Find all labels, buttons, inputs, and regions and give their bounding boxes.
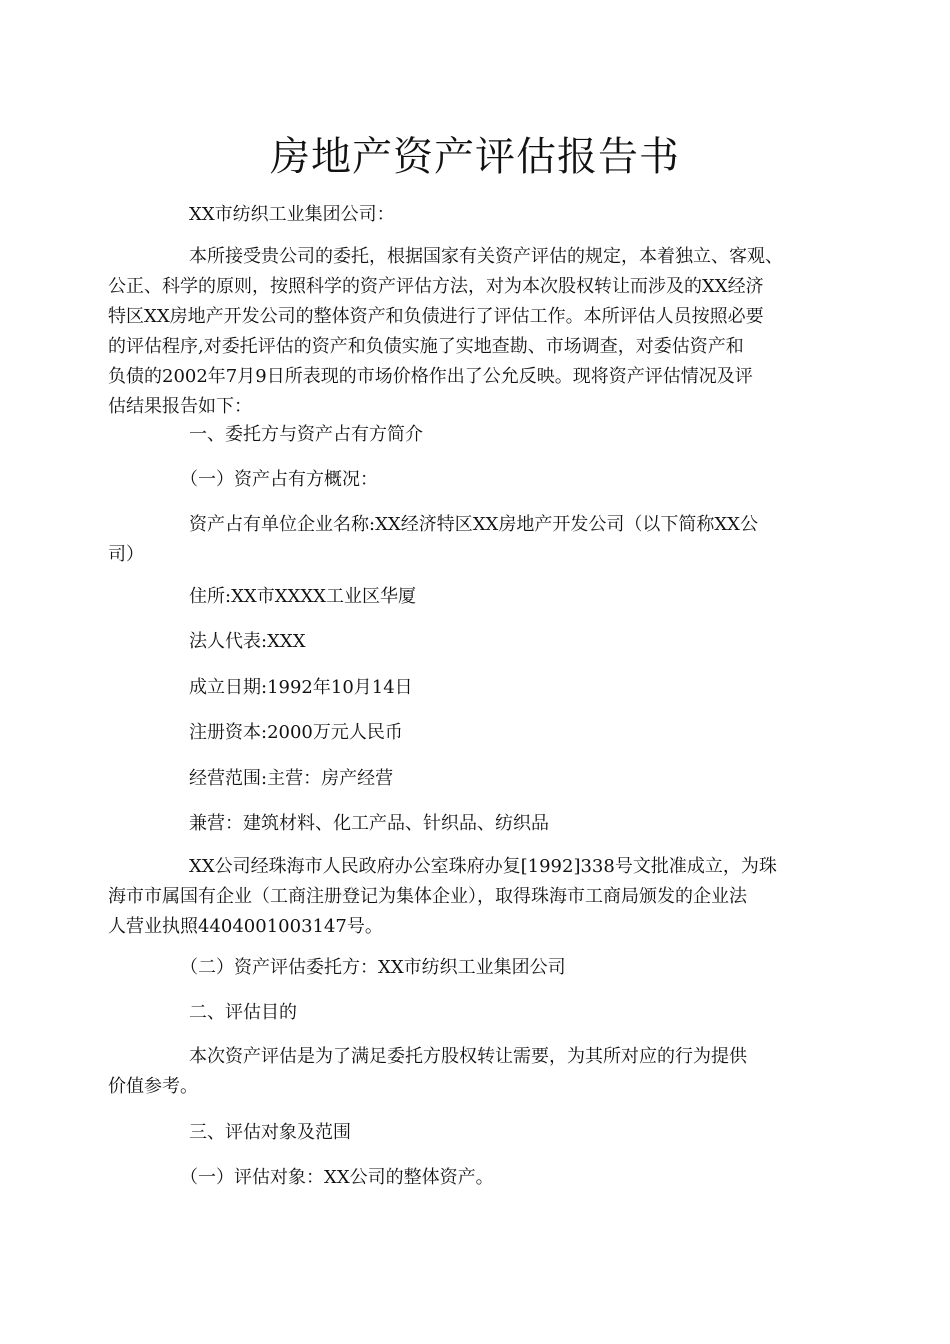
scope-main-text: 经营范围:主营：房产经营 bbox=[189, 768, 394, 789]
approval-line: 人营业执照4404001003147号。 bbox=[108, 916, 383, 937]
company-name-paragraph bbox=[108, 510, 832, 570]
legal-rep-line bbox=[108, 627, 832, 657]
intro-paragraph bbox=[108, 242, 832, 422]
intro-line: 特区XX房地产开发公司的整体资产和负债进行了评估工作。本所评估人员按照必要 bbox=[108, 306, 764, 327]
approval-paragraph bbox=[108, 852, 832, 942]
capital-line bbox=[108, 718, 832, 748]
salutation-text: XX市纺织工业集团公司： bbox=[189, 204, 395, 225]
salutation bbox=[108, 200, 832, 230]
subsection-2-heading-text: （二）资产评估委托方：XX市纺织工业集团公司 bbox=[180, 957, 566, 978]
subsection-3-heading bbox=[108, 1163, 832, 1193]
scope-side-text: 兼营：建筑材料、化工产品、针织品、纺织品 bbox=[189, 813, 549, 834]
section-2-heading-text: 二、评估目的 bbox=[189, 1002, 297, 1023]
purpose-line: 价值参考。 bbox=[108, 1076, 198, 1097]
established-line bbox=[108, 673, 832, 703]
section-1-heading bbox=[108, 420, 832, 450]
subsection-1-heading bbox=[108, 465, 832, 495]
subsection-3-heading-text: （一）评估对象：XX公司的整体资产。 bbox=[180, 1167, 494, 1188]
address-line bbox=[108, 582, 832, 612]
subsection-1-heading-text: （一）资产占有方概况： bbox=[180, 469, 378, 490]
intro-line: 负债的2002年7月9日所表现的市场价格作出了公允反映。现将资产评估情况及评 bbox=[108, 366, 753, 387]
purpose-line: 本次资产评估是为了满足委托方股权转让需要，为其所对应的行为提供 bbox=[189, 1046, 747, 1067]
document-title: 房地产资产评估报告书 bbox=[270, 133, 680, 180]
scope-side-line bbox=[108, 809, 832, 839]
approval-line: 海市市属国有企业（工商注册登记为集体企业），取得珠海市工商局颁发的企业法 bbox=[108, 886, 747, 907]
intro-line: 本所接受贵公司的委托，根据国家有关资产评估的规定，本着独立、客观、 bbox=[189, 246, 783, 267]
approval-line: XX公司经珠海市人民政府办公室珠府办复[1992]338号文批准成立，为珠 bbox=[189, 856, 777, 877]
section-3-heading-text: 三、评估对象及范围 bbox=[189, 1122, 351, 1143]
legal-rep-text: 法人代表:XXX bbox=[189, 631, 306, 652]
company-name-line: 资产占有单位企业名称:XX经济特区XX房地产开发公司（以下简称XX公 bbox=[189, 514, 758, 535]
intro-line: 估结果报告如下： bbox=[108, 396, 252, 417]
section-3-heading bbox=[108, 1118, 832, 1148]
subsection-2-heading bbox=[108, 953, 832, 983]
scope-main-line bbox=[108, 764, 832, 794]
purpose-paragraph bbox=[108, 1042, 832, 1102]
capital-text: 注册资本:2000万元人民币 bbox=[189, 722, 403, 743]
company-name-line: 司） bbox=[108, 544, 144, 565]
section-1-heading-text: 一、委托方与资产占有方简介 bbox=[189, 424, 423, 445]
intro-line: 公正、科学的原则，按照科学的资产评估方法，对为本次股权转让而涉及的XX经济 bbox=[108, 276, 764, 297]
section-2-heading bbox=[108, 998, 832, 1028]
intro-line: 的评估程序,对委托评估的资产和负债实施了实地查勘、市场调查，对委估资产和 bbox=[108, 336, 744, 357]
established-text: 成立日期:1992年10月14日 bbox=[189, 677, 413, 698]
address-text: 住所:XX市XXXX工业区华厦 bbox=[189, 586, 416, 607]
